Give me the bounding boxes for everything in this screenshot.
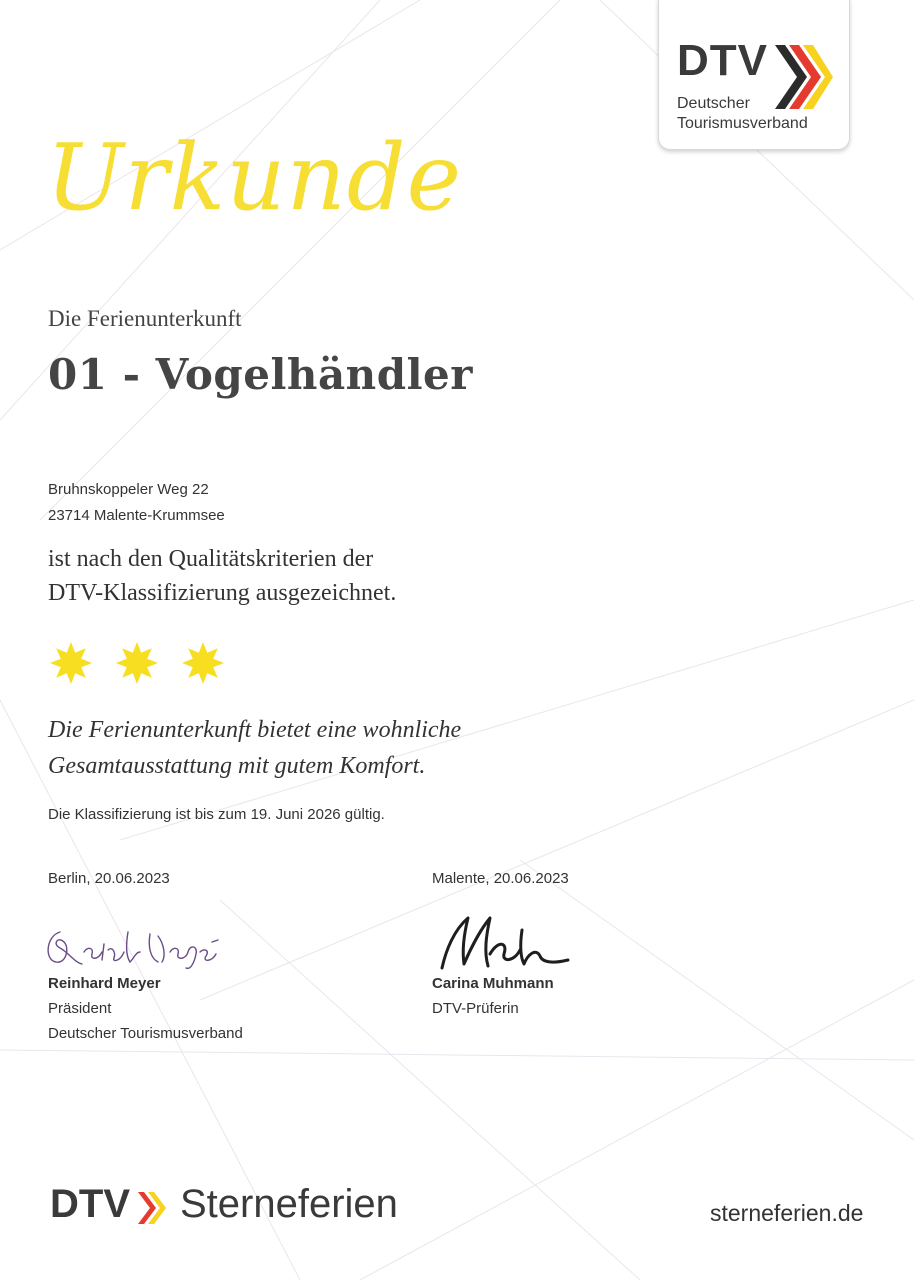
description-line-2: Gesamtausstattung mit gutem Komfort.: [48, 753, 426, 779]
statement-line-1: ist nach den Qualitätskriterien der: [48, 546, 374, 572]
footer-chevron-icon: [136, 1188, 176, 1228]
description-line-1: Die Ferienunterkunft bietet eine wohnliche: [48, 717, 462, 743]
logo-line-1: Deutscher: [677, 95, 750, 112]
footer-abbr: DTV: [50, 1182, 130, 1226]
star-icon: [50, 642, 92, 684]
address-city: 23714 Malente-Krummsee: [48, 507, 225, 524]
right-signatory-role: DTV-Prüferin: [432, 1000, 519, 1017]
left-signatory-name: Reinhard Meyer: [48, 975, 161, 992]
right-place-date: Malente, 20.06.2023: [432, 870, 569, 887]
statement-line-2: DTV-Klassifizierung ausgezeichnet.: [48, 580, 397, 606]
certificate-title: Urkunde: [46, 124, 463, 231]
chevron-logo-icon: [771, 41, 833, 113]
signature-meyer: [40, 922, 230, 974]
star-icon: [182, 642, 224, 684]
right-signatory-name: Carina Muhmann: [432, 975, 554, 992]
logo-abbr: DTV: [677, 36, 768, 85]
star-icon: [116, 642, 158, 684]
subtitle: Die Ferienunterkunft: [48, 306, 242, 331]
signature-muhmann: [428, 910, 578, 974]
star-rating: [48, 632, 248, 692]
footer-brand: Sterneferien: [180, 1182, 398, 1226]
validity-note: Die Klassifizierung ist bis zum 19. Juni 2026 gültig.: [48, 806, 385, 823]
footer-url: sterneferien.de: [710, 1200, 864, 1226]
property-name: 01 - Vogelhändler: [48, 350, 473, 399]
left-place-date: Berlin, 20.06.2023: [48, 870, 170, 887]
logo-line-2: Tourismusverband: [677, 115, 808, 132]
dtv-logo-card: [658, 0, 850, 150]
address-street: Bruhnskoppeler Weg 22: [48, 481, 209, 498]
left-signatory-role: Präsident: [48, 1000, 112, 1017]
left-signatory-org: Deutscher Tourismusverband: [48, 1025, 243, 1042]
